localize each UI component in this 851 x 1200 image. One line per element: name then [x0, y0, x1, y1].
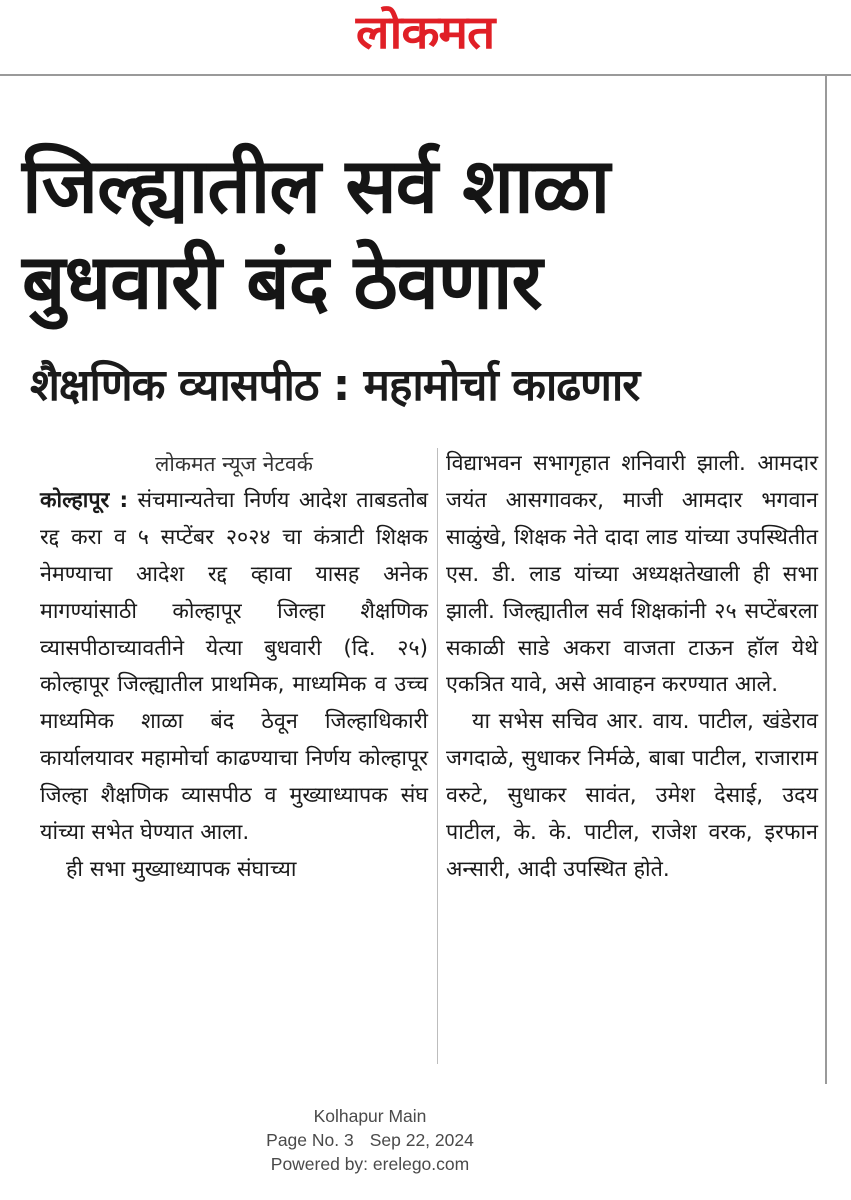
newspaper-logo: लोकमत: [356, 5, 495, 59]
article-paragraph-3: [446, 704, 818, 889]
paragraph-3-text: या सभेस सचिव आर. वाय. पाटील, खंडेराव जगदाळे, सुधाकर निर्मळे, बाबा पाटील, राजाराम वरुटे, सुधाकर सावंत, उमेश देसाई, उदय पाटील, के. के. पाटील, राजेश वरक, इरफान अन्सारी, आदी उपस्थित होते.: [446, 709, 818, 882]
article-paragraph-2-cont: [446, 446, 818, 704]
article-headline: [22, 138, 812, 330]
powered-by: Powered by: erelego.com: [270, 1154, 470, 1174]
column-divider: [437, 448, 438, 1064]
edition-date: Sep 22, 2024: [369, 1130, 474, 1150]
masthead: [0, 0, 851, 72]
page-info-row: [200, 1128, 540, 1152]
headline-line-1: जिल्ह्यातील सर्व शाळा: [22, 141, 610, 230]
edition-name: Kolhapur Main: [313, 1106, 427, 1126]
paragraph-2-continued: विद्याभवन सभागृहात शनिवारी झाली. आमदार जयंत आसगावकर, माजी आमदार भगवान साळुंखे, शिक्षक नेते दादा लाड यांच्या उपस्थितीत एस. डी. लाड यांच्या अध्यक्षतेखाली ही सभा झाली. जिल्ह्यातील सर्व शिक्षकांनी २५ सप्टेंबरला सकाळी साडे अकरा वाजता टाऊन हॉल येथे एकत्रित यावे, असे आवाहन करण्यात आले.: [446, 451, 818, 698]
article-column-right: [446, 446, 818, 889]
article-subheadline: शैक्षणिक व्यासपीठ : महामोर्चा काढणार: [30, 360, 640, 411]
paragraph-2-text: ही सभा मुख्याध्यापक संघाच्या: [66, 856, 297, 882]
article-column-left: [40, 446, 428, 889]
page-edge-rule: [825, 74, 827, 1084]
byline: लोकमत न्यूज नेटवर्क: [155, 452, 313, 476]
dateline: कोल्हापूर :: [40, 487, 129, 513]
headline-line-2: बुधवारी बंद ठेवणार: [22, 237, 542, 326]
paragraph-1-text: संचमान्यतेचा निर्णय आदेश ताबडतोब रद्द करा व ५ सप्टेंबर २०२४ चा कंत्राटी शिक्षक नेमण्याचा आदेश रद्द व्हावा यासह अनेक मागण्यांसाठी कोल्हापूर जिल्हा शैक्षणिक व्यासपीठाच्यावतीने येत्या बुधवारी (दि. २५) कोल्हापूर जिल्ह्यातील प्राथमिक, माध्यमिक व उच्च माध्यमिक शाळा बंद ठेवून जिल्हाधिकारी कार्यालयावर महामोर्चा काढण्याचा निर्णय कोल्हापूर जिल्हा शैक्षणिक व्यासपीठ व मुख्याध्यापक संघ यांच्या सभेत घेण्यात आला.: [40, 487, 428, 846]
article-paragraph-2-start: [40, 852, 428, 889]
page-number: Page No. 3: [266, 1130, 354, 1150]
masthead-divider: [0, 74, 851, 76]
article-paragraph-1: [40, 483, 428, 852]
page-footer: [200, 1104, 540, 1176]
